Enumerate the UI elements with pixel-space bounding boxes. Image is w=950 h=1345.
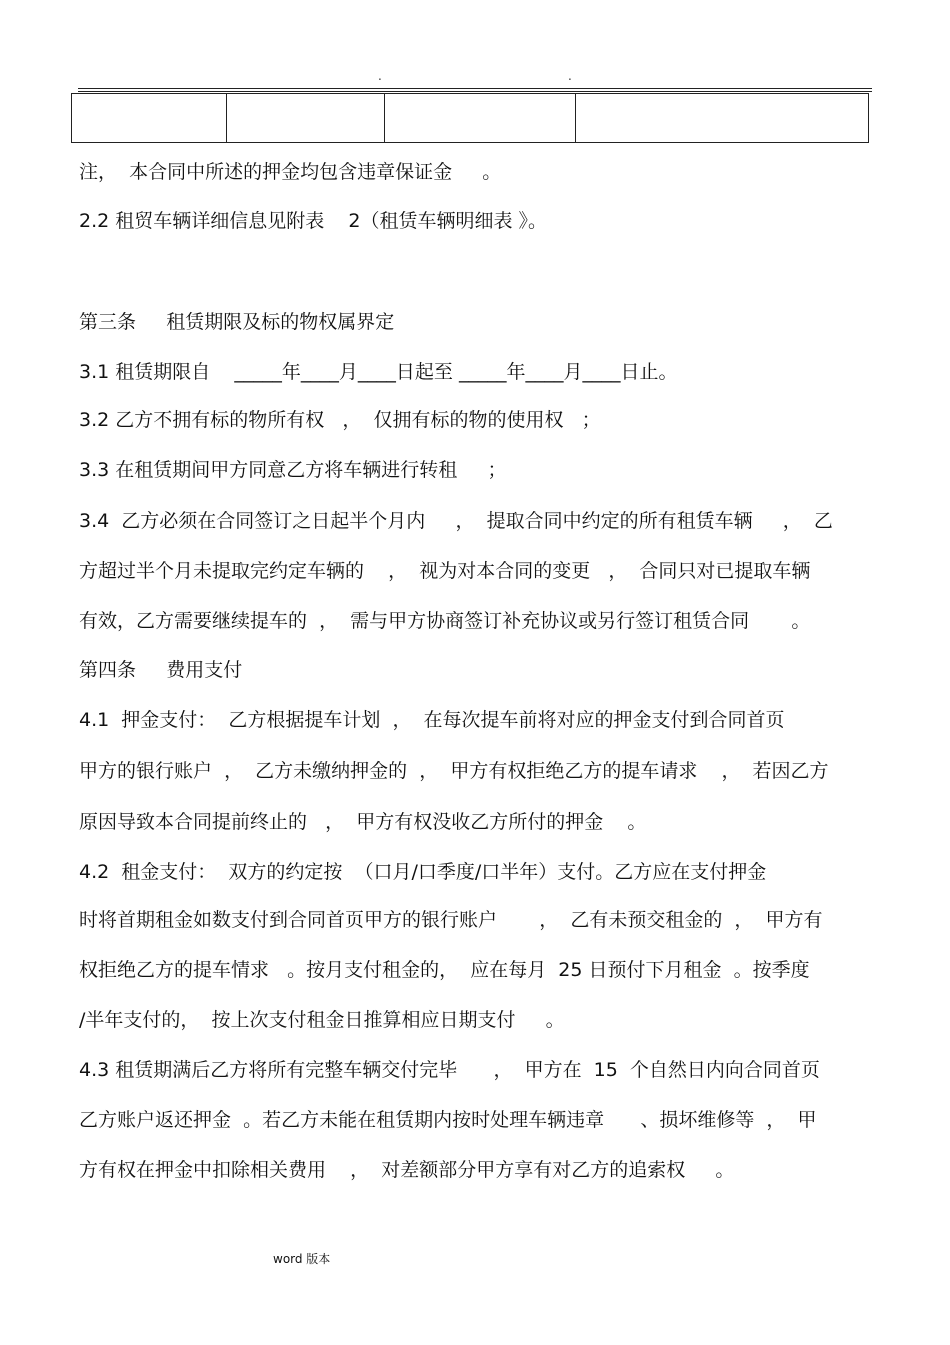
clause-3-4-line-1: 3.4 乙方必须在合同签订之日起半个月内 ， 提取合同中约定的所有租赁车辆 ， 乙 — [79, 510, 833, 532]
header-dot-left: . — [378, 69, 382, 83]
table-cell — [72, 94, 227, 142]
note-deposit: 注， 本合同中所述的押金均包含违章保证金 。 — [79, 161, 502, 183]
clause-3-4-line-2: 方超过半个月未提取完约定车辆的 ， 视为对本合同的变更 ， 合同只对已提取车辆 — [79, 560, 811, 582]
footer-version-label: word 版本 — [273, 1252, 331, 1266]
article-3-heading: 第三条 租赁期限及标的物权属界定 — [79, 311, 395, 333]
clause-4-1-line-2: 甲方的银行账户 ， 乙方未缴纳押金的 ， 甲方有权拒绝乙方的提车请求 ， 若因乙方 — [79, 760, 829, 782]
table-cell — [227, 94, 385, 142]
clause-4-3-line-2: 乙方账户返还押金 。若乙方未能在租赁期内按时处理车辆违章 、损坏维修等 ， 甲 — [79, 1109, 817, 1131]
clause-4-3-line-1: 4.3 租赁期满后乙方将所有完整车辆交付完毕 ， 甲方在 15 个自然日内向合同首页 — [79, 1059, 820, 1081]
clause-4-2-line-2: 时将首期租金如数支付到合同首页甲方的银行账户 ， 乙有未预交租金的 ， 甲方有 — [79, 909, 823, 931]
clause-4-2-line-4: /半年支付的， 按上次支付租金日推算相应日期支付 。 — [79, 1009, 565, 1031]
clause-4-1-line-1: 4.1 押金支付： 乙方根据提车计划 ， 在每次提车前将对应的押金支付到合同首页 — [79, 709, 785, 731]
table-cell — [385, 94, 576, 142]
clause-4-1-line-3: 原因导致本合同提前终止的 ， 甲方有权没收乙方所付的押金 。 — [79, 811, 647, 833]
clause-3-4-line-3: 有效，乙方需要继续提车的 ， 需与甲方协商签订补充协议或另行签订租赁合同 。 — [79, 610, 811, 632]
clause-2-2: 2.2 租贸车辆详细信息见附表 2（租赁车辆明细表 》。 — [79, 210, 548, 232]
header-dot-right: . — [568, 69, 572, 83]
clause-3-1: 3.1 租赁期限自 _____年____月____日起至 _____年____月____日止。 — [79, 361, 678, 383]
clause-4-3-line-3: 方有权在押金中扣除相关费用 ， 对差额部分甲方享有对乙方的追索权 。 — [79, 1159, 735, 1181]
header-rule — [78, 88, 872, 89]
clause-4-2-line-1: 4.2 租金支付： 双方的约定按 （口月/口季度/口半年）支付。乙方应在支付押金 — [79, 861, 767, 883]
deposit-table-row — [71, 93, 869, 143]
header-rule-2 — [78, 91, 872, 92]
article-4-heading: 第四条 费用支付 — [79, 659, 243, 681]
clause-3-2: 3.2 乙方不拥有标的物所有权 ， 仅拥有标的物的使用权 ； — [79, 409, 601, 431]
table-cell — [576, 94, 868, 142]
clause-3-3: 3.3 在租赁期间甲方同意乙方将车辆进行转租 ； — [79, 459, 507, 481]
clause-4-2-line-3: 权拒绝乙方的提车情求 。按月支付租金的， 应在每月 25 日预付下月租金 。按季度 — [79, 959, 810, 981]
